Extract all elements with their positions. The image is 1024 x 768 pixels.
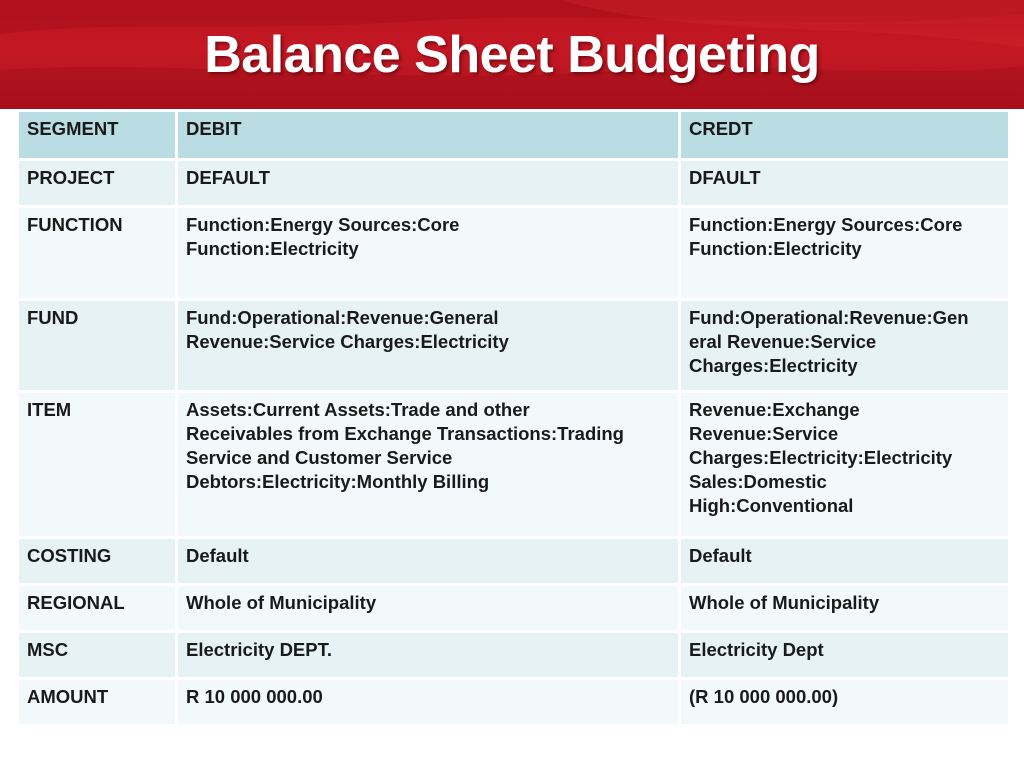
credit-line: Function:Electricity bbox=[689, 238, 862, 259]
segment-cell: MSC bbox=[18, 632, 177, 679]
credit-cell bbox=[680, 585, 1010, 632]
header-credit: CREDT bbox=[680, 111, 1010, 160]
segment-cell: REGIONAL bbox=[18, 585, 177, 632]
credit-line: (R 10 000 000.00) bbox=[689, 686, 839, 707]
credit-line: Fund:Operational:Revenue:Gen bbox=[689, 307, 969, 328]
credit-line: Sales:Domestic bbox=[689, 471, 827, 492]
credit-line: Revenue:Service bbox=[689, 423, 839, 444]
debit-line: Revenue:Service Charges:Electricity bbox=[186, 331, 509, 352]
debit-line: Assets:Current Assets:Trade and other bbox=[186, 399, 530, 420]
debit-line: Function:Electricity bbox=[186, 238, 359, 259]
credit-line: Electricity Dept bbox=[689, 639, 824, 660]
segment-cell: FUNCTION bbox=[18, 207, 177, 300]
debit-cell bbox=[177, 632, 680, 679]
debit-cell bbox=[177, 392, 680, 538]
debit-cell bbox=[177, 585, 680, 632]
credit-line: Revenue:Exchange bbox=[689, 399, 860, 420]
debit-cell bbox=[177, 300, 680, 392]
table-row bbox=[18, 207, 1010, 300]
debit-cell bbox=[177, 538, 680, 585]
debit-line: Default bbox=[186, 545, 249, 566]
credit-line: eral Revenue:Service bbox=[689, 331, 877, 352]
segment-cell: COSTING bbox=[18, 538, 177, 585]
credit-line: Charges:Electricity bbox=[689, 355, 858, 376]
debit-line: Whole of Municipality bbox=[186, 592, 377, 613]
debit-line: Service and Customer Service bbox=[186, 447, 453, 468]
table-row bbox=[18, 300, 1010, 392]
header-segment: SEGMENT bbox=[18, 111, 177, 160]
credit-line: DFAULT bbox=[689, 167, 761, 188]
debit-line: DEFAULT bbox=[186, 167, 270, 188]
debit-line: Fund:Operational:Revenue:General bbox=[186, 307, 499, 328]
table-header-row bbox=[18, 111, 1010, 160]
segment-cell: AMOUNT bbox=[18, 679, 177, 726]
credit-line: Default bbox=[689, 545, 752, 566]
page-title: Balance Sheet Budgeting bbox=[204, 26, 820, 84]
debit-cell bbox=[177, 160, 680, 207]
table-row bbox=[18, 392, 1010, 538]
title-banner bbox=[0, 0, 1024, 109]
credit-cell bbox=[680, 300, 1010, 392]
credit-line: Function:Energy Sources:Core bbox=[689, 214, 963, 235]
credit-cell bbox=[680, 392, 1010, 538]
credit-cell bbox=[680, 679, 1010, 726]
credit-cell bbox=[680, 538, 1010, 585]
table-row bbox=[18, 160, 1010, 207]
debit-line: R 10 000 000.00 bbox=[186, 686, 323, 707]
table-row bbox=[18, 585, 1010, 632]
debit-line: Receivables from Exchange Transactions:Trading bbox=[186, 423, 624, 444]
segment-cell: PROJECT bbox=[18, 160, 177, 207]
debit-cell bbox=[177, 679, 680, 726]
segment-cell: ITEM bbox=[18, 392, 177, 538]
debit-cell bbox=[177, 207, 680, 300]
segment-cell: FUND bbox=[18, 300, 177, 392]
header-debit: DEBIT bbox=[177, 111, 680, 160]
debit-line: Function:Energy Sources:Core bbox=[186, 214, 460, 235]
credit-cell bbox=[680, 632, 1010, 679]
table-row bbox=[18, 632, 1010, 679]
debit-line: Electricity DEPT. bbox=[186, 639, 333, 660]
credit-cell bbox=[680, 160, 1010, 207]
credit-line: High:Conventional bbox=[689, 495, 854, 516]
credit-line: Charges:Electricity:Electricity bbox=[689, 447, 953, 468]
segment-table bbox=[16, 109, 1008, 727]
credit-cell bbox=[680, 207, 1010, 300]
debit-line: Debtors:Electricity:Monthly Billing bbox=[186, 471, 490, 492]
table-row bbox=[18, 679, 1010, 726]
credit-line: Whole of Municipality bbox=[689, 592, 880, 613]
table-row bbox=[18, 538, 1010, 585]
